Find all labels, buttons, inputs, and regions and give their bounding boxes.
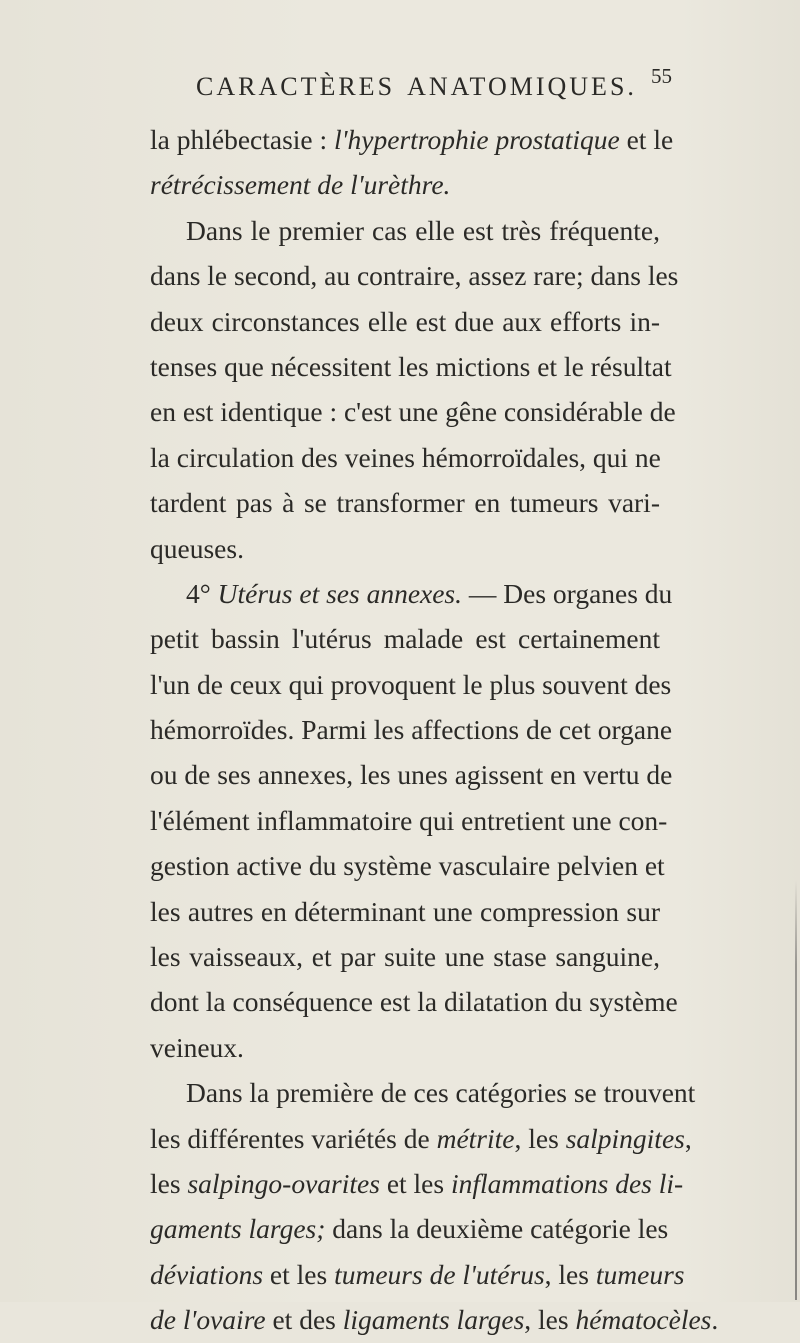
text-run: gestion active du système vasculaire pelvien et <box>150 850 665 882</box>
page-header <box>0 64 800 112</box>
page-number: 55 <box>651 64 672 88</box>
text-line <box>150 162 660 207</box>
text-run: les <box>150 1167 188 1199</box>
text-line <box>150 616 660 661</box>
text-line <box>150 1116 692 1161</box>
text-line <box>150 979 678 1024</box>
text-run: , les <box>514 1122 566 1154</box>
text-run: en est identique : c'est une gêne considérable de <box>150 396 676 428</box>
text-run: la circulation des veines hémorroïdales, qui ne <box>150 441 661 473</box>
text-line <box>150 117 674 162</box>
text-run: Dans le premier cas elle est très fréquente, <box>186 214 660 246</box>
text-line <box>150 798 668 843</box>
text-run: — Des organes du <box>462 577 673 609</box>
text-run: la phlébectasie : <box>150 124 335 155</box>
text-line <box>150 526 660 571</box>
text-run: veineux. <box>150 1031 244 1063</box>
text-line <box>150 934 660 979</box>
text-run: petit bassin l'utérus malade est certainement <box>150 623 660 655</box>
italic-text: salpingo-ovarites <box>187 1167 380 1199</box>
text-line <box>150 662 672 707</box>
text-run: . <box>711 1304 719 1336</box>
italic-text: hématocèles <box>575 1304 712 1336</box>
italic-text: rétrécissement de l'urèthre. <box>150 169 451 201</box>
text-run: , <box>684 1122 692 1154</box>
text-line <box>150 571 673 616</box>
text-run: 4° <box>186 577 218 609</box>
text-line <box>150 1161 684 1206</box>
italic-text: métrite <box>436 1122 515 1154</box>
page-edge-shadow <box>795 880 797 1300</box>
text-line <box>150 1070 696 1115</box>
running-title: CARACTÈRES ANATOMIQUES. <box>196 72 637 101</box>
text-line <box>150 480 660 525</box>
text-run: queuses. <box>150 532 244 564</box>
text-line <box>150 843 665 888</box>
italic-text: de l'ovaire <box>150 1304 266 1336</box>
text-run: tardent pas à se transformer en tumeurs vari- <box>150 487 660 519</box>
text-line <box>150 752 673 797</box>
text-line <box>150 889 660 934</box>
text-run: les vaisseaux, et par suite une stase sanguine, <box>150 941 660 973</box>
text-run: et le <box>619 124 674 155</box>
text-run: et des <box>265 1304 343 1336</box>
text-line <box>150 1297 719 1342</box>
italic-text: Utérus et ses annexes. <box>217 577 463 609</box>
italic-text: ligaments larges <box>342 1304 525 1336</box>
text-run: deux circonstances elle est due aux efforts in- <box>150 305 660 337</box>
text-line <box>150 208 660 253</box>
text-run: l'un de ceux qui provoquent le plus souvent des <box>150 668 672 700</box>
text-line <box>150 1206 669 1251</box>
text-run: les différentes variétés de <box>150 1122 437 1154</box>
text-run: , les <box>544 1258 596 1290</box>
text-line <box>150 435 660 480</box>
italic-text: l'hypertrophie prostatique <box>334 124 620 155</box>
italic-text: tumeurs <box>595 1258 685 1290</box>
text-run: les autres en déterminant une compression sur <box>150 895 660 927</box>
text-line <box>150 1252 685 1297</box>
text-line <box>150 253 679 298</box>
text-line <box>150 1025 660 1070</box>
body-text <box>150 117 719 1343</box>
italic-text: gaments larges; <box>150 1213 326 1245</box>
text-run: tenses que nécessitent les mictions et le résultat <box>150 350 672 382</box>
text-run: dans la deuxième catégorie les <box>325 1213 669 1245</box>
text-line <box>150 299 660 344</box>
text-run: , les <box>524 1304 576 1336</box>
text-line <box>150 344 672 389</box>
text-run: ou de ses annexes, les unes agissent en vertu de <box>150 759 673 791</box>
text-run: et les <box>379 1167 451 1199</box>
text-run: et les <box>263 1258 335 1290</box>
text-run: dont la conséquence est la dilatation du système <box>150 986 678 1018</box>
italic-text: déviations <box>150 1258 264 1290</box>
text-line <box>150 707 673 752</box>
text-run: dans le second, au contraire, assez rare; dans les <box>150 260 679 292</box>
italic-text: salpingites <box>565 1122 685 1154</box>
text-run: hémorroïdes. Parmi les affections de cet organe <box>150 714 673 746</box>
text-run: Dans la première de ces catégories se trouvent <box>186 1077 696 1109</box>
italic-text: tumeurs de l'utérus <box>334 1258 545 1290</box>
text-line <box>150 389 676 434</box>
italic-text: inflammations des li- <box>450 1167 684 1199</box>
text-run: l'élément inflammatoire qui entretient une con- <box>150 804 668 836</box>
